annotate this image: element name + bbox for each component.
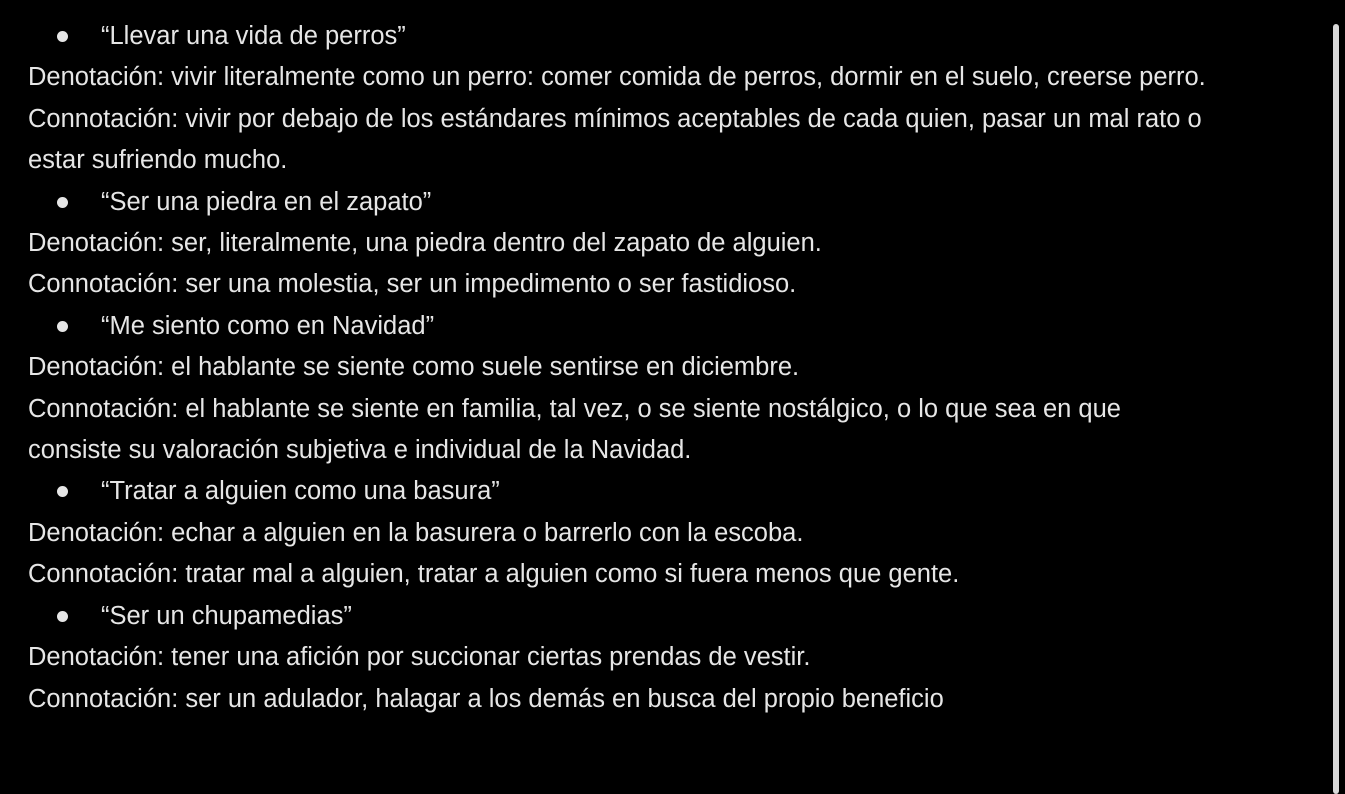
bullet-icon <box>57 197 68 208</box>
denotation-text: Denotación: echar a alguien en la basurera o barrerlo con la escoba. <box>28 518 804 547</box>
item-title-text: “Llevar una vida de perros” <box>101 22 406 50</box>
connotation-text: Connotación: ser una molestia, ser un impedimento o ser fastidioso. <box>28 270 797 299</box>
connotation-text: Connotación: vivir por debajo de los estándares mínimos aceptables de cada quien, pasar un mal rato o estar sufriendo mucho. <box>28 104 1202 175</box>
list-item-title <box>28 182 1208 223</box>
vertical-scrollbar[interactable] <box>1333 24 1339 794</box>
connotation-text: Connotación: el hablante se siente en familia, tal vez, o se siente nostálgico, o lo que sea en que consiste su valoración subjetiva e individual de la Navidad. <box>28 394 1121 465</box>
list-item-title <box>28 471 1208 512</box>
denotation-text: Denotación: el hablante se siente como suele sentirse en diciembre. <box>28 353 800 382</box>
connotation-text: Connotación: ser un adulador, halagar a los demás en busca del propio beneficio <box>28 684 944 713</box>
bullet-icon <box>57 611 68 622</box>
item-title-text: “Ser una piedra en el zapato” <box>101 187 432 216</box>
denotation-text: Denotación: tener una afición por succionar ciertas prendas de vestir. <box>28 643 811 672</box>
denotation-text: Denotación: vivir literalmente como un perro: comer comida de perros, dormir en el suelo, creerse perro. <box>28 63 1206 92</box>
list-item-title <box>28 596 1208 637</box>
item-title-text: “Ser un chupamedias” <box>101 601 352 630</box>
denotation-text: Denotación: ser, literalmente, una piedra dentro del zapato de alguien. <box>28 229 822 258</box>
document-body <box>28 16 1208 720</box>
bullet-icon <box>57 321 68 332</box>
item-title-text: “Me siento como en Navidad” <box>101 311 435 340</box>
list-item-title <box>28 16 1208 57</box>
bullet-icon <box>57 31 68 42</box>
connotation-text: Connotación: tratar mal a alguien, tratar a alguien como si fuera menos que gente. <box>28 560 960 589</box>
list-item-title <box>28 306 1208 347</box>
bullet-icon <box>57 486 68 497</box>
item-title-text: “Tratar a alguien como una basura” <box>101 477 500 506</box>
